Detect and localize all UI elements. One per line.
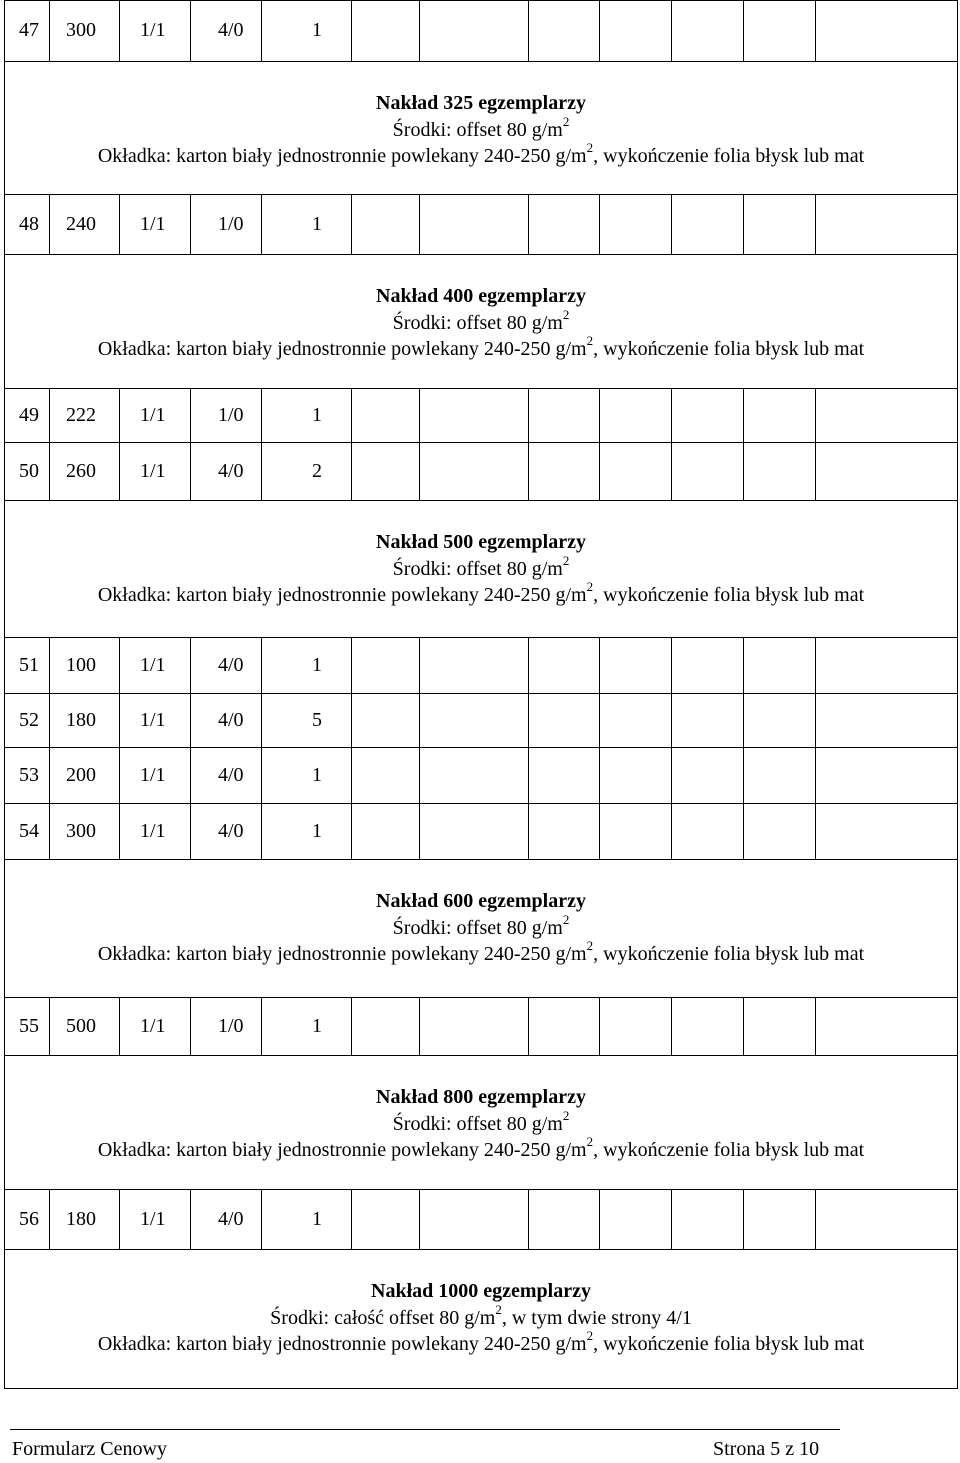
edition-title: Nakład 1000 egzemplarzy — [371, 1280, 591, 1302]
cell-value: 1 — [312, 764, 322, 786]
table-cell — [743, 638, 815, 693]
inner-paper-spec: Środki: offset 80 $g/m^2$ — [392, 1108, 570, 1135]
table-cell — [671, 389, 743, 442]
table-cell — [743, 694, 815, 747]
cell-value: 5 — [312, 709, 322, 731]
table-cell — [261, 694, 351, 747]
cell-value: 1 — [312, 19, 322, 41]
edition-section — [4, 255, 958, 389]
cell-value: 1 — [312, 1015, 322, 1037]
table-cell — [815, 748, 959, 803]
table-cell — [671, 804, 743, 859]
cell-value: 1/0 — [218, 213, 244, 235]
cell-value: 1 — [312, 654, 322, 676]
table-cell — [419, 998, 528, 1055]
cell-value: 200 — [66, 764, 96, 786]
cell-value: 54 — [19, 820, 39, 842]
cell-value: 49 — [19, 404, 39, 426]
cell-value: 2 — [312, 460, 322, 482]
table-cell — [528, 638, 599, 693]
cell-value: 1 — [312, 213, 322, 235]
table-cell — [419, 389, 528, 442]
cell-value: 4/0 — [218, 1208, 244, 1230]
table-row — [4, 694, 958, 748]
table-cell — [261, 0, 351, 61]
table-cell — [261, 195, 351, 254]
table-cell — [671, 748, 743, 803]
cell-value: 1/0 — [218, 404, 244, 426]
footer-form-name: Formularz Cenowy — [12, 1438, 167, 1460]
table-cell — [671, 0, 743, 61]
table-cell — [419, 0, 528, 61]
table-cell — [599, 804, 671, 859]
cell-value: 260 — [66, 460, 96, 482]
cell-value: 240 — [66, 213, 96, 235]
table-cell — [671, 195, 743, 254]
table-cell — [528, 804, 599, 859]
cell-value: 1/1 — [140, 764, 166, 786]
table-cell — [599, 0, 671, 61]
cell-value: 4/0 — [218, 654, 244, 676]
table-cell — [815, 694, 959, 747]
cover-spec: Okładka: karton biały jednostronnie powlekany 240-250 $g/m^2$, wykończenie folia błysk lub mat — [97, 333, 865, 360]
footer-page-number: Strona 5 z 10 — [713, 1438, 820, 1460]
cover-spec: Okładka: karton biały jednostronnie powlekany 240-250 $g/m^2$, wykończenie folia błysk lub mat — [97, 938, 865, 965]
table-cell — [599, 748, 671, 803]
table-cell — [528, 694, 599, 747]
table-cell — [261, 1190, 351, 1249]
cell-value: 1 — [312, 404, 322, 426]
cell-value: 50 — [19, 460, 39, 482]
table-cell — [528, 0, 599, 61]
table-cell — [599, 389, 671, 442]
table-row — [4, 195, 958, 255]
cell-value: 180 — [66, 1208, 96, 1230]
cell-value: 4/0 — [218, 709, 244, 731]
cell-value: 55 — [19, 1015, 39, 1037]
table-row — [4, 998, 958, 1056]
cell-value: 52 — [19, 709, 39, 731]
cell-value: 1/1 — [140, 709, 166, 731]
table-cell — [419, 638, 528, 693]
table-cell — [419, 694, 528, 747]
table-cell — [743, 443, 815, 500]
cell-value: 1 — [312, 1208, 322, 1230]
table-cell — [528, 443, 599, 500]
table-cell — [671, 1190, 743, 1249]
table-cell — [743, 804, 815, 859]
cell-value: 1/1 — [140, 1015, 166, 1037]
cell-value: 4/0 — [218, 820, 244, 842]
inner-paper-spec: Środki: offset 80 $g/m^2$ — [392, 553, 570, 580]
inner-paper-spec: Środki: całość offset 80 $g/m^2$, w tym dwie strony 4/1 — [270, 1302, 692, 1329]
table-cell — [351, 195, 419, 254]
table-cell — [599, 1190, 671, 1249]
table-cell — [351, 748, 419, 803]
edition-section — [4, 1250, 958, 1389]
cell-value: 56 — [19, 1208, 39, 1230]
table-cell — [599, 443, 671, 500]
table-cell — [528, 389, 599, 442]
edition-section — [4, 62, 958, 195]
table-cell — [351, 804, 419, 859]
table-cell — [815, 804, 959, 859]
table-cell — [351, 638, 419, 693]
table-cell — [261, 998, 351, 1055]
cell-value: 1/1 — [140, 1208, 166, 1230]
table-cell — [743, 0, 815, 61]
table-cell — [599, 195, 671, 254]
table-cell — [528, 195, 599, 254]
cell-value: 222 — [66, 404, 96, 426]
table-cell — [261, 638, 351, 693]
table-cell — [528, 998, 599, 1055]
table-cell — [419, 443, 528, 500]
table-cell — [815, 0, 959, 61]
cell-value: 1/1 — [140, 404, 166, 426]
cell-value: 1/1 — [140, 19, 166, 41]
cell-value: 53 — [19, 764, 39, 786]
cell-value: 300 — [66, 820, 96, 842]
table-cell — [815, 998, 959, 1055]
table-cell — [671, 443, 743, 500]
table-row — [4, 1190, 958, 1250]
cell-value: 1/1 — [140, 654, 166, 676]
edition-title: Nakład 800 egzemplarzy — [376, 1086, 586, 1108]
table-cell — [528, 748, 599, 803]
cell-value: 1/0 — [218, 1015, 244, 1037]
table-cell — [351, 1190, 419, 1249]
table-cell — [671, 694, 743, 747]
cover-spec: Okładka: karton biały jednostronnie powlekany 240-250 $g/m^2$, wykończenie folia błysk lub mat — [97, 1328, 865, 1355]
table-cell — [815, 389, 959, 442]
edition-section — [4, 1056, 958, 1190]
cell-value: 300 — [66, 19, 96, 41]
edition-title: Nakład 325 egzemplarzy — [376, 92, 586, 114]
table-cell — [599, 998, 671, 1055]
cover-spec: Okładka: karton biały jednostronnie powlekany 240-250 $g/m^2$, wykończenie folia błysk lub mat — [97, 140, 865, 167]
table-row — [4, 804, 958, 860]
table-cell — [815, 1190, 959, 1249]
table-cell — [419, 1190, 528, 1249]
inner-paper-spec: Środki: offset 80 $g/m^2$ — [392, 912, 570, 939]
table-cell — [743, 998, 815, 1055]
table-row — [4, 748, 958, 804]
table-cell — [743, 748, 815, 803]
edition-title: Nakład 400 egzemplarzy — [376, 285, 586, 307]
table-cell — [743, 1190, 815, 1249]
cell-value: 47 — [19, 19, 39, 41]
table-cell — [351, 998, 419, 1055]
inner-paper-spec: Środki: offset 80 $g/m^2$ — [392, 114, 570, 141]
table-cell — [351, 389, 419, 442]
table-cell — [419, 804, 528, 859]
cell-value: 4/0 — [218, 19, 244, 41]
table-cell — [599, 638, 671, 693]
cover-spec: Okładka: karton biały jednostronnie powlekany 240-250 $g/m^2$, wykończenie folia błysk lub mat — [97, 579, 865, 606]
cell-value: 48 — [19, 213, 39, 235]
table-row — [4, 389, 958, 443]
edition-title: Nakład 600 egzemplarzy — [376, 890, 586, 912]
table-cell — [261, 748, 351, 803]
table-cell — [351, 443, 419, 500]
cell-value: 1/1 — [140, 213, 166, 235]
table-cell — [261, 389, 351, 442]
cell-value: 1/1 — [140, 460, 166, 482]
cover-spec: Okładka: karton biały jednostronnie powlekany 240-250 $g/m^2$, wykończenie folia błysk lub mat — [97, 1134, 865, 1161]
table-cell — [743, 389, 815, 442]
cell-value: 4/0 — [218, 764, 244, 786]
table-cell — [671, 998, 743, 1055]
cell-value: 1/1 — [140, 820, 166, 842]
cell-value: 51 — [19, 654, 39, 676]
cell-value: 1 — [312, 820, 322, 842]
footer-rule — [10, 1429, 840, 1430]
table-row — [4, 638, 958, 694]
table-cell — [815, 195, 959, 254]
table-cell — [743, 195, 815, 254]
table-cell — [351, 694, 419, 747]
edition-title: Nakład 500 egzemplarzy — [376, 531, 586, 553]
inner-paper-spec: Środki: offset 80 $g/m^2$ — [392, 307, 570, 334]
edition-section — [4, 501, 958, 638]
table-cell — [815, 638, 959, 693]
cell-value: 100 — [66, 654, 96, 676]
table-cell — [671, 638, 743, 693]
cell-value: 500 — [66, 1015, 96, 1037]
cell-value: 4/0 — [218, 460, 244, 482]
table-cell — [599, 694, 671, 747]
edition-section — [4, 860, 958, 998]
table-row — [4, 0, 958, 62]
table-cell — [261, 443, 351, 500]
table-cell — [815, 443, 959, 500]
table-cell — [419, 748, 528, 803]
table-row — [4, 443, 958, 501]
table-cell — [419, 195, 528, 254]
cell-value: 180 — [66, 709, 96, 731]
table-cell — [528, 1190, 599, 1249]
table-cell — [351, 0, 419, 61]
table-cell — [261, 804, 351, 859]
